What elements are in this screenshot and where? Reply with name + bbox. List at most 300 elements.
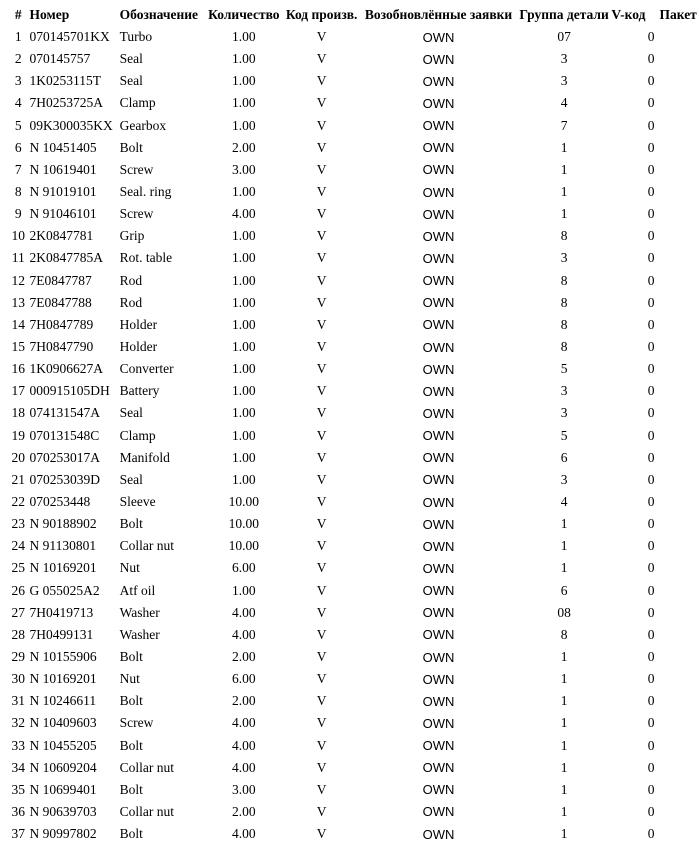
cell-v-code: 0 <box>647 383 655 399</box>
table-row <box>7 469 699 491</box>
cell-package <box>660 336 699 358</box>
cell-quantity: 2.00 <box>232 139 256 155</box>
cell-renewed-orders: OWN <box>422 605 455 621</box>
cell-designation: Screw <box>119 715 154 731</box>
cell-designation: Manifold <box>119 449 170 465</box>
cell-package <box>660 270 699 292</box>
cell-renewed-orders: OWN <box>422 671 455 687</box>
cell-designation: Screw <box>119 161 154 177</box>
cell-v-code: 0 <box>647 339 655 355</box>
cell-number: 070145757 <box>29 51 91 67</box>
cell-number: N 10609204 <box>29 759 97 775</box>
cell-package <box>660 358 699 380</box>
cell-index: 33 <box>11 737 26 753</box>
cell-v-code: 0 <box>647 449 655 465</box>
table-row <box>7 402 699 424</box>
cell-quantity: 1.00 <box>232 294 256 310</box>
cell-package <box>660 735 699 757</box>
cell-package <box>660 26 699 48</box>
cell-quantity: 1.00 <box>232 582 256 598</box>
cell-part-group: 8 <box>560 272 568 288</box>
cell-index: 8 <box>14 184 22 200</box>
cell-designation: Bolt <box>119 139 143 155</box>
cell-v-code: 0 <box>647 826 655 842</box>
cell-number: 070131548C <box>29 427 100 443</box>
cell-quantity: 1.00 <box>232 117 256 133</box>
cell-index: 21 <box>11 471 26 487</box>
table-row <box>7 712 699 734</box>
cell-designation: Bolt <box>119 781 143 797</box>
cell-package <box>660 115 699 137</box>
cell-package <box>660 48 699 70</box>
cell-index: 25 <box>11 560 26 576</box>
cell-renewed-orders: OWN <box>422 826 455 842</box>
cell-index: 36 <box>11 803 26 819</box>
cell-number: N 10155906 <box>29 649 97 664</box>
cell-package <box>660 757 699 779</box>
cell-package <box>660 712 699 734</box>
table-row <box>7 181 699 203</box>
cell-manufacturer-code: V <box>316 471 327 487</box>
cell-index: 16 <box>11 361 26 377</box>
cell-index: 37 <box>11 826 26 842</box>
cell-package <box>660 580 699 602</box>
cell-designation: Holder <box>119 339 158 355</box>
cell-quantity: 1.00 <box>232 339 256 355</box>
cell-v-code: 0 <box>647 494 655 510</box>
cell-part-group: 3 <box>560 405 568 421</box>
cell-index: 1 <box>14 29 22 45</box>
cell-part-group: 08 <box>557 604 571 620</box>
table-row <box>7 535 699 557</box>
cell-manufacturer-code: V <box>316 161 327 177</box>
cell-package <box>660 70 699 92</box>
cell-index: 4 <box>14 95 22 111</box>
cell-number: G 055025A2 <box>29 582 100 598</box>
header-manufacturer-code: Код произв. <box>285 7 358 22</box>
cell-quantity: 1.00 <box>232 272 256 288</box>
cell-part-group: 8 <box>560 339 568 355</box>
cell-index: 18 <box>11 405 26 421</box>
header-renewed-orders: Возобновлённые заявки <box>364 7 513 22</box>
cell-v-code: 0 <box>647 316 655 332</box>
cell-index: 34 <box>11 759 26 775</box>
cell-number: 7H0847789 <box>29 316 94 332</box>
cell-index: 3 <box>14 73 22 89</box>
cell-package <box>660 314 699 336</box>
cell-manufacturer-code: V <box>316 737 327 753</box>
header-row <box>7 4 699 26</box>
cell-v-code: 0 <box>647 294 655 310</box>
cell-quantity: 6.00 <box>232 560 256 576</box>
cell-index: 30 <box>11 671 26 687</box>
cell-renewed-orders: OWN <box>422 738 455 754</box>
cell-package <box>660 491 699 513</box>
cell-v-code: 0 <box>647 73 655 89</box>
cell-quantity: 1.00 <box>232 361 256 377</box>
cell-renewed-orders: OWN <box>422 583 455 599</box>
table-row <box>7 380 699 402</box>
cell-manufacturer-code: V <box>316 228 327 244</box>
cell-number: 09K300035KX <box>29 117 113 133</box>
cell-manufacturer-code: V <box>316 383 327 399</box>
cell-number: 2K0847785A <box>29 250 104 266</box>
table-row <box>7 646 699 668</box>
cell-part-group: 4 <box>560 95 568 111</box>
cell-number: N 91130801 <box>29 538 97 554</box>
cell-designation: Bolt <box>119 693 143 709</box>
cell-renewed-orders: OWN <box>422 29 455 45</box>
cell-package <box>660 557 699 579</box>
cell-index: 24 <box>11 538 26 554</box>
table-row <box>7 225 699 247</box>
table-row <box>7 203 699 225</box>
cell-part-group: 7 <box>560 117 568 133</box>
cell-quantity: 6.00 <box>232 671 256 687</box>
cell-part-group: 3 <box>560 51 568 67</box>
cell-manufacturer-code: V <box>316 494 327 510</box>
cell-manufacturer-code: V <box>316 405 327 421</box>
cell-index: 6 <box>14 139 22 155</box>
cell-index: 31 <box>11 693 26 709</box>
cell-index: 14 <box>11 316 26 332</box>
cell-index: 12 <box>11 272 26 288</box>
cell-manufacturer-code: V <box>316 560 327 576</box>
cell-number: N 90997802 <box>29 826 97 842</box>
cell-number: 2K0847781 <box>29 228 94 244</box>
cell-manufacturer-code: V <box>316 250 327 266</box>
cell-renewed-orders: OWN <box>422 760 455 776</box>
cell-renewed-orders: OWN <box>422 804 455 820</box>
cell-designation: Nut <box>119 560 140 576</box>
cell-manufacturer-code: V <box>316 339 327 355</box>
cell-index: 29 <box>11 649 26 664</box>
cell-package <box>660 247 699 269</box>
cell-number: 1K0906627A <box>29 361 104 377</box>
cell-manufacturer-code: V <box>316 671 327 687</box>
cell-number: N 90639703 <box>29 803 97 819</box>
cell-quantity: 4.00 <box>232 759 256 775</box>
parts-table <box>7 4 699 845</box>
cell-package <box>660 92 699 114</box>
table-row <box>7 668 699 690</box>
cell-part-group: 8 <box>560 316 568 332</box>
cell-number: 7H0847790 <box>29 339 94 355</box>
cell-package <box>660 181 699 203</box>
table-row <box>7 823 699 845</box>
table-row <box>7 159 699 181</box>
cell-renewed-orders: OWN <box>422 450 455 466</box>
cell-quantity: 4.00 <box>232 715 256 731</box>
cell-quantity: 1.00 <box>232 51 256 67</box>
cell-index: 22 <box>11 494 26 510</box>
cell-renewed-orders: OWN <box>422 73 455 89</box>
cell-number: 7H0499131 <box>29 626 94 642</box>
cell-quantity: 4.00 <box>232 826 256 842</box>
cell-quantity: 10.00 <box>228 538 260 554</box>
cell-index: 11 <box>11 250 25 266</box>
table-row <box>7 26 699 48</box>
cell-designation: Bolt <box>119 737 143 753</box>
cell-number: 074131547A <box>29 405 101 421</box>
cell-package <box>660 425 699 447</box>
cell-renewed-orders: OWN <box>422 649 455 665</box>
cell-index: 17 <box>11 383 26 399</box>
cell-renewed-orders: OWN <box>422 383 455 399</box>
cell-v-code: 0 <box>647 516 655 532</box>
cell-manufacturer-code: V <box>316 582 327 598</box>
table-row <box>7 557 699 579</box>
cell-designation: Seal. ring <box>119 184 172 200</box>
cell-v-code: 0 <box>647 781 655 797</box>
cell-manufacturer-code: V <box>316 29 327 45</box>
cell-renewed-orders: OWN <box>422 339 455 355</box>
cell-v-code: 0 <box>647 649 655 664</box>
cell-number: N 10451405 <box>29 139 97 155</box>
cell-v-code: 0 <box>647 427 655 443</box>
cell-package <box>660 447 699 469</box>
cell-v-code: 0 <box>647 361 655 377</box>
cell-v-code: 0 <box>647 582 655 598</box>
cell-renewed-orders: OWN <box>422 51 455 67</box>
cell-index: 27 <box>11 604 26 620</box>
cell-v-code: 0 <box>647 228 655 244</box>
cell-renewed-orders: OWN <box>422 405 455 421</box>
cell-index: 26 <box>11 582 26 598</box>
cell-number: N 10409603 <box>29 715 97 731</box>
cell-index: 10 <box>11 228 26 244</box>
cell-v-code: 0 <box>647 626 655 642</box>
cell-renewed-orders: OWN <box>422 361 455 377</box>
table-row <box>7 801 699 823</box>
cell-part-group: 1 <box>560 737 568 753</box>
cell-package <box>660 823 699 845</box>
cell-index: 5 <box>14 117 22 133</box>
table-row <box>7 292 699 314</box>
cell-index: 7 <box>14 161 22 177</box>
header-number: Номер <box>29 7 70 22</box>
cell-part-group: 1 <box>560 803 568 819</box>
cell-quantity: 1.00 <box>232 383 256 399</box>
table-row <box>7 757 699 779</box>
cell-number: 7H0253725A <box>29 95 104 111</box>
cell-part-group: 5 <box>560 427 568 443</box>
cell-quantity: 4.00 <box>232 737 256 753</box>
table-row <box>7 425 699 447</box>
cell-index: 23 <box>11 516 26 532</box>
cell-package <box>660 668 699 690</box>
cell-quantity: 1.00 <box>232 316 256 332</box>
cell-designation: Battery <box>119 383 160 399</box>
cell-renewed-orders: OWN <box>422 428 455 444</box>
cell-renewed-orders: OWN <box>422 538 455 554</box>
cell-quantity: 1.00 <box>232 250 256 266</box>
cell-v-code: 0 <box>647 405 655 421</box>
cell-number: N 91019101 <box>29 184 97 200</box>
table-row <box>7 48 699 70</box>
cell-v-code: 0 <box>647 161 655 177</box>
cell-designation: Collar nut <box>119 803 175 819</box>
cell-number: 070145701KX <box>29 29 110 45</box>
cell-manufacturer-code: V <box>316 781 327 797</box>
cell-quantity: 2.00 <box>232 649 256 664</box>
cell-v-code: 0 <box>647 759 655 775</box>
cell-index: 9 <box>14 206 22 222</box>
cell-number: N 10619401 <box>29 161 97 177</box>
cell-part-group: 1 <box>560 693 568 709</box>
cell-part-group: 8 <box>560 626 568 642</box>
table-row <box>7 336 699 358</box>
cell-renewed-orders: OWN <box>422 95 455 111</box>
cell-number: N 10699401 <box>29 781 97 797</box>
cell-package <box>660 380 699 402</box>
cell-package <box>660 402 699 424</box>
cell-number: 7H0419713 <box>29 604 94 620</box>
cell-manufacturer-code: V <box>316 73 327 89</box>
cell-number: 070253017A <box>29 449 101 465</box>
cell-v-code: 0 <box>647 671 655 687</box>
cell-manufacturer-code: V <box>316 272 327 288</box>
cell-quantity: 1.00 <box>232 73 256 89</box>
table-row <box>7 447 699 469</box>
cell-part-group: 1 <box>560 649 568 664</box>
cell-quantity: 10.00 <box>228 494 260 510</box>
cell-part-group: 1 <box>560 206 568 222</box>
cell-renewed-orders: OWN <box>422 250 455 266</box>
cell-designation: Grip <box>119 228 145 244</box>
cell-v-code: 0 <box>647 803 655 819</box>
table-row <box>7 513 699 535</box>
cell-designation: Bolt <box>119 516 143 532</box>
cell-designation: Collar nut <box>119 759 175 775</box>
cell-manufacturer-code: V <box>316 184 327 200</box>
table-row <box>7 247 699 269</box>
cell-designation: Washer <box>119 604 160 620</box>
cell-package <box>660 535 699 557</box>
cell-index: 2 <box>14 51 22 67</box>
cell-manufacturer-code: V <box>316 715 327 731</box>
header-package: Пакет <box>659 7 697 22</box>
header-quantity: Количество <box>208 7 280 22</box>
header-designation: Обозначение <box>119 7 199 22</box>
cell-designation: Rod <box>119 272 143 288</box>
cell-package <box>660 779 699 801</box>
cell-v-code: 0 <box>647 715 655 731</box>
cell-designation: Clamp <box>119 427 156 443</box>
cell-part-group: 1 <box>560 560 568 576</box>
cell-quantity: 4.00 <box>232 604 256 620</box>
table-row <box>7 358 699 380</box>
cell-package <box>660 203 699 225</box>
cell-manufacturer-code: V <box>316 538 327 554</box>
cell-designation: Rot. table <box>119 250 173 266</box>
cell-quantity: 2.00 <box>232 803 256 819</box>
cell-index: 35 <box>11 781 26 797</box>
cell-designation: Collar nut <box>119 538 175 554</box>
cell-quantity: 1.00 <box>232 405 256 421</box>
cell-part-group: 1 <box>560 139 568 155</box>
cell-quantity: 1.00 <box>232 449 256 465</box>
cell-number: 070253448 <box>29 494 91 510</box>
cell-v-code: 0 <box>647 117 655 133</box>
cell-quantity: 10.00 <box>228 516 260 532</box>
cell-designation: Converter <box>119 361 174 377</box>
cell-package <box>660 801 699 823</box>
cell-manufacturer-code: V <box>316 826 327 842</box>
cell-quantity: 1.00 <box>232 184 256 200</box>
cell-quantity: 1.00 <box>232 427 256 443</box>
cell-part-group: 4 <box>560 494 568 510</box>
cell-part-group: 5 <box>560 361 568 377</box>
cell-renewed-orders: OWN <box>422 472 455 488</box>
cell-manufacturer-code: V <box>316 626 327 642</box>
cell-part-group: 6 <box>560 582 568 598</box>
cell-renewed-orders: OWN <box>422 184 455 200</box>
cell-quantity: 1.00 <box>232 228 256 244</box>
cell-designation: Gearbox <box>119 117 167 133</box>
cell-number: N 10246611 <box>29 693 97 709</box>
table-row <box>7 314 699 336</box>
cell-renewed-orders: OWN <box>422 627 455 643</box>
table-row <box>7 270 699 292</box>
cell-designation: Bolt <box>119 826 143 842</box>
cell-designation: Holder <box>119 316 158 332</box>
cell-renewed-orders: OWN <box>422 295 455 311</box>
cell-quantity: 2.00 <box>232 693 256 709</box>
cell-v-code: 0 <box>647 95 655 111</box>
cell-designation: Clamp <box>119 95 156 111</box>
cell-v-code: 0 <box>647 184 655 200</box>
cell-package <box>660 513 699 535</box>
cell-renewed-orders: OWN <box>422 118 455 134</box>
cell-v-code: 0 <box>647 272 655 288</box>
cell-manufacturer-code: V <box>316 449 327 465</box>
cell-v-code: 0 <box>647 51 655 67</box>
cell-designation: Turbo <box>119 29 153 45</box>
cell-part-group: 3 <box>560 73 568 89</box>
cell-package <box>660 690 699 712</box>
cell-v-code: 0 <box>647 29 655 45</box>
cell-v-code: 0 <box>647 560 655 576</box>
cell-renewed-orders: OWN <box>422 693 455 709</box>
cell-designation: Sleeve <box>119 494 156 510</box>
table-row <box>7 602 699 624</box>
cell-manufacturer-code: V <box>316 95 327 111</box>
cell-index: 20 <box>11 449 26 465</box>
cell-renewed-orders: OWN <box>422 206 455 222</box>
cell-part-group: 6 <box>560 449 568 465</box>
cell-quantity: 4.00 <box>232 626 256 642</box>
cell-package <box>660 602 699 624</box>
cell-designation: Seal <box>119 51 143 67</box>
cell-quantity: 3.00 <box>232 781 256 797</box>
cell-manufacturer-code: V <box>316 649 327 664</box>
cell-part-group: 1 <box>560 826 568 842</box>
table-row <box>7 690 699 712</box>
cell-renewed-orders: OWN <box>422 494 455 510</box>
cell-part-group: 1 <box>560 715 568 731</box>
header-part-group: Группа детали <box>519 7 609 22</box>
cell-part-group: 3 <box>560 471 568 487</box>
cell-package <box>660 225 699 247</box>
cell-renewed-orders: OWN <box>422 516 455 532</box>
cell-v-code: 0 <box>647 604 655 620</box>
header-v-code: V-код <box>611 7 646 22</box>
cell-package <box>660 292 699 314</box>
cell-renewed-orders: OWN <box>422 162 455 178</box>
cell-number: 000915105DH <box>29 383 110 399</box>
table-row <box>7 92 699 114</box>
